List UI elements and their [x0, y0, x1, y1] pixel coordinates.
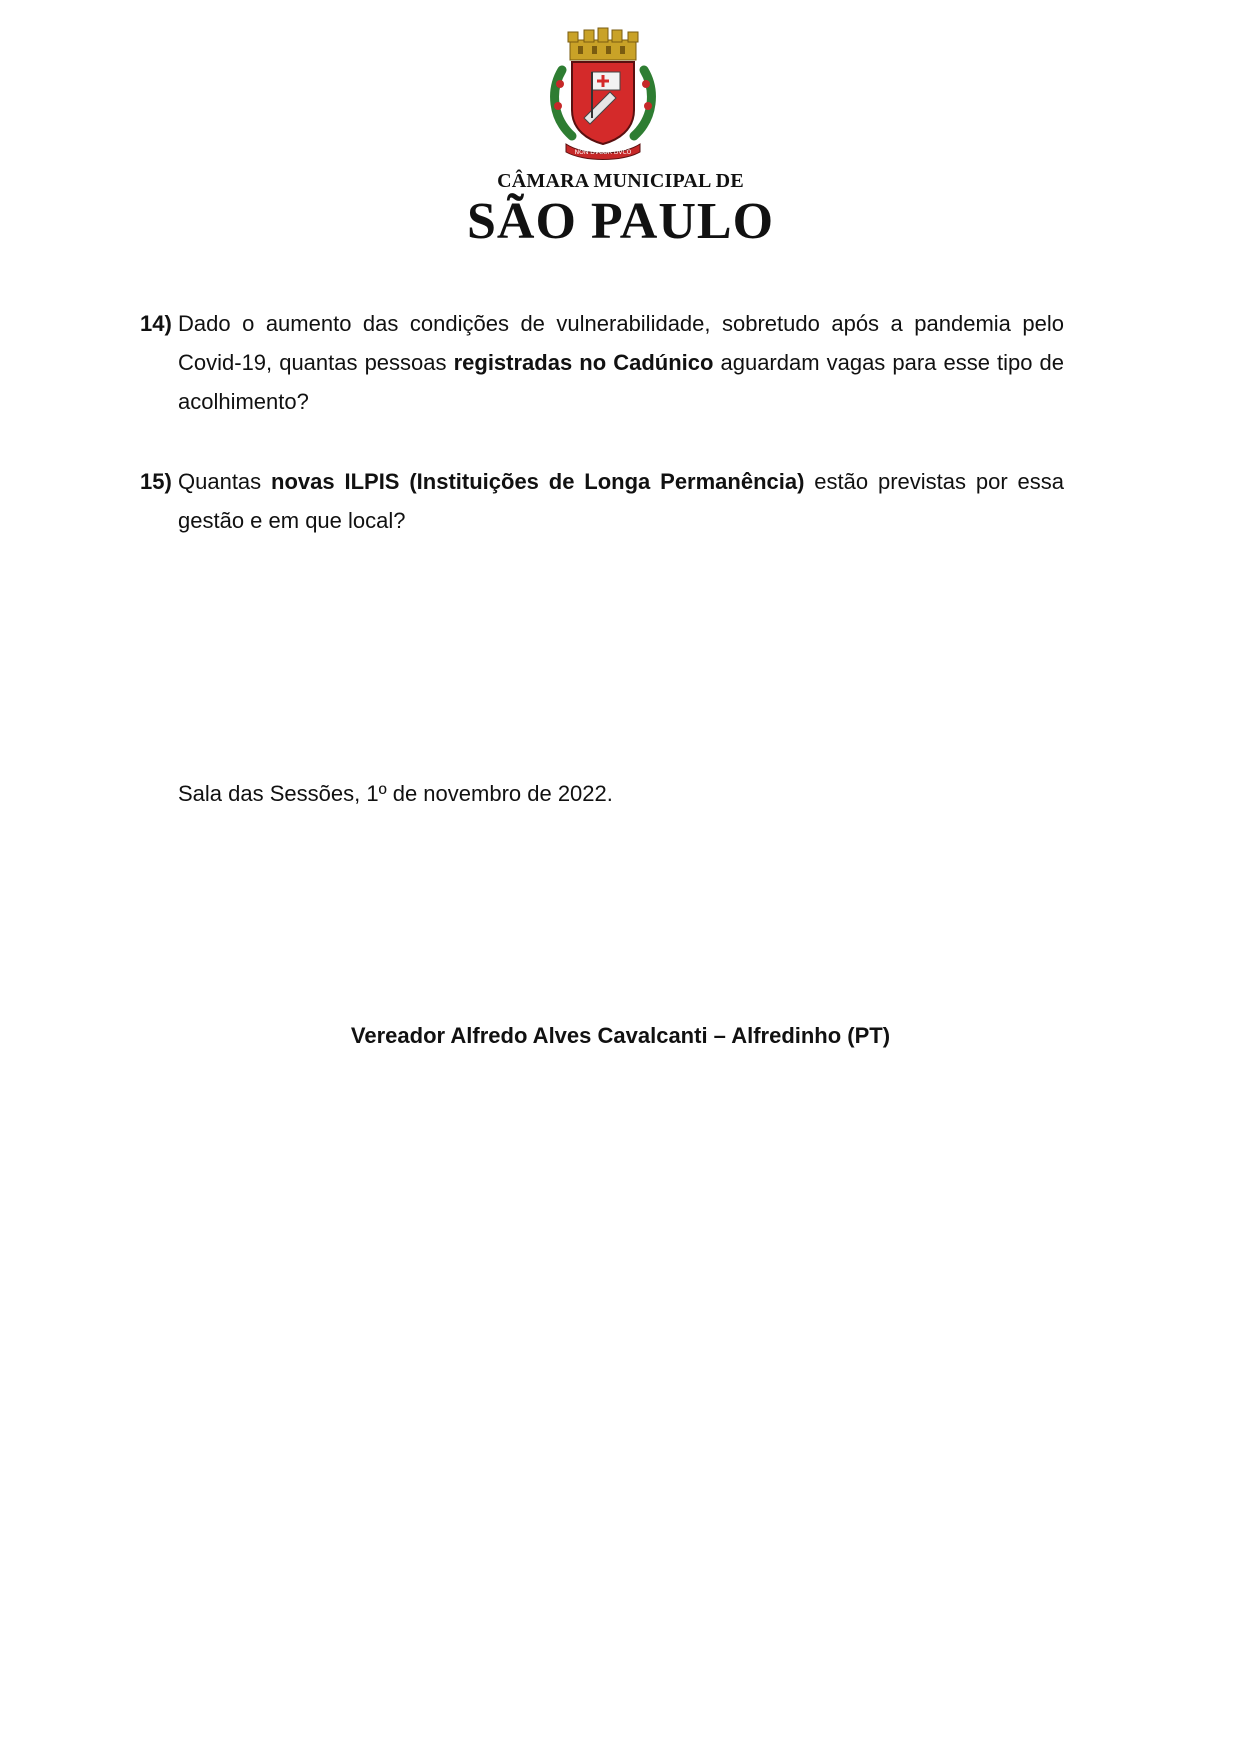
question-number: 15)	[140, 469, 172, 494]
question-14	[140, 304, 1064, 421]
question-text: Quantas novas ILPIS (Instituições de Longa Permanência) estão previstas por essa gestão e em que local?	[178, 469, 1064, 533]
sao-paulo-coat-of-arms-icon	[548, 26, 658, 162]
question-emphasis: novas ILPIS (Instituições de Longa Permanência)	[271, 469, 805, 494]
question-emphasis: registradas no Cadúnico	[453, 350, 714, 375]
header-subtitle: CÂMARA MUNICIPAL DE	[497, 170, 744, 192]
question-15	[140, 462, 1064, 540]
place-and-date: Sala das Sessões, 1º de novembro de 2022.	[178, 781, 613, 806]
question-number: 14)	[140, 311, 172, 336]
question-text: Dado o aumento das condições de vulnerabilidade, sobretudo após a pandemia pelo Covid-19, quantas pessoas registradas no Cadúnico aguardam vagas para esse tipo de acolhimento?	[178, 311, 1064, 414]
svg-text:NON DVCOR DVCO: NON DVCOR DVCO	[574, 149, 632, 156]
header-title: SÃO PAULO	[466, 193, 775, 250]
signature-line: Vereador Alfredo Alves Cavalcanti – Alfredinho (PT)	[350, 1023, 891, 1048]
